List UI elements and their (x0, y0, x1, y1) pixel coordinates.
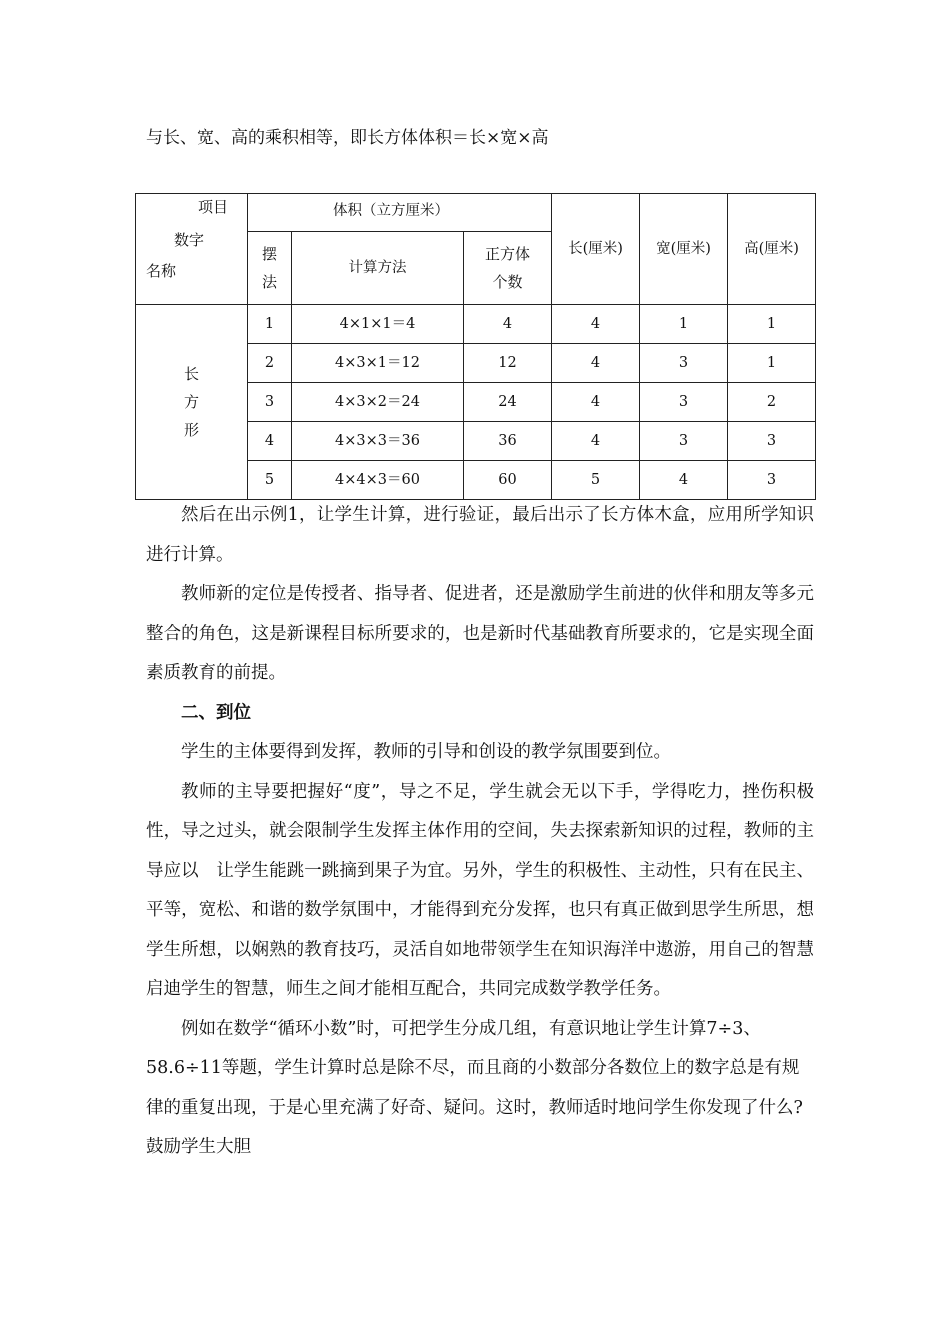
method-cell: 4×3×3＝36 (292, 422, 464, 461)
corner-label-name: 名称 (146, 262, 177, 280)
count-cell: 36 (464, 422, 552, 461)
height-header: 高(厘米) (728, 194, 816, 305)
count-cell: 4 (464, 305, 552, 344)
count-cell: 12 (464, 344, 552, 383)
section-heading: 二、到位 (181, 702, 251, 723)
paragraph-teacher-guidance: 教师的主导要把握好“度”，导之不足，学生就会无以下手，学得吃力，挫伤积极性，导之过头，就会限制学生发挥主体作用的空间，失去探索新知识的过程，教师的主导应以 让学生能跳一跳摘到果子为宜。另外，学生的积极性、主动性，只有在民主、平等，宽松、和谐的数学氛围中，才能得到充分发挥，也只有真正做到思学生所思，想学生所想，以娴熟的教育技巧，灵活自如地带领学生在知识海洋中遨游，用自己的智慧启迪学生的智慧，师生之间才能相互配合，共同完成数学教学任务。 (146, 781, 814, 999)
cube-count-header: 正方体 个数 (464, 232, 552, 305)
length-cell: 4 (552, 344, 640, 383)
arrangement-cell: 4 (248, 422, 292, 461)
length-cell: 4 (552, 422, 640, 461)
body-text (146, 496, 814, 1168)
height-cell: 3 (728, 422, 816, 461)
height-cell: 2 (728, 383, 816, 422)
paragraph-student-subject: 学生的主体要得到发挥，教师的引导和创设的教学氛围要到位。 (181, 742, 671, 762)
arrangement-cell: 5 (248, 461, 292, 500)
method-cell: 4×3×2＝24 (292, 383, 464, 422)
length-header: 长(厘米) (552, 194, 640, 305)
paragraph-teacher-role: 教师新的定位是传授者、指导者、促进者，还是激励学生前进的伙伴和朋友等多元整合的角色，这是新课程目标所要求的，也是新时代基础教育所要求的，它是实现全面素质教育的前提。 (146, 584, 814, 683)
method-header: 计算方法 (292, 232, 464, 305)
height-cell: 1 (728, 344, 816, 383)
arrangement-header: 摆 法 (248, 232, 292, 305)
method-cell: 4×4×3＝60 (292, 461, 464, 500)
header-corner-cell (136, 194, 248, 305)
arrangement-cell: 2 (248, 344, 292, 383)
width-cell: 1 (640, 305, 728, 344)
height-cell: 3 (728, 461, 816, 500)
width-cell: 4 (640, 461, 728, 500)
volume-header: 体积（立方厘米） (248, 194, 552, 232)
arrangement-cell: 1 (248, 305, 292, 344)
length-cell: 5 (552, 461, 640, 500)
paragraph-recurring-decimal-example: 例如在数学“循环小数”时，可把学生分成几组，有意识地让学生计算7÷3、58.6÷11等题，学生计算时总是除不尽，而且商的小数部分各数位上的数字总是有规律的重复出现，于是心里充满了好奇、疑问。这时，教师适时地问学生你发现了什么?鼓励学生大胆 (146, 1018, 803, 1157)
width-cell: 3 (640, 344, 728, 383)
length-cell: 4 (552, 383, 640, 422)
count-cell: 24 (464, 383, 552, 422)
width-header: 宽(厘米) (640, 194, 728, 305)
corner-label-item: 项目 (198, 198, 229, 216)
corner-label-digit: 数字 (174, 231, 205, 249)
cuboid-volume-table (135, 193, 816, 500)
method-cell: 4×1×1＝4 (292, 305, 464, 344)
intro-line: 与长、宽、高的乘积相等，即长方体体积＝长×宽×高 (146, 128, 549, 148)
paragraph-example-verification: 然后在出示例1，让学生计算，进行验证，最后出示了长方体木盒，应用所学知识进行计算。 (146, 505, 814, 565)
method-cell: 4×3×1＝12 (292, 344, 464, 383)
height-cell: 1 (728, 305, 816, 344)
arrangement-cell: 3 (248, 383, 292, 422)
count-cell: 60 (464, 461, 552, 500)
length-cell: 4 (552, 305, 640, 344)
table-row (136, 305, 816, 344)
width-cell: 3 (640, 383, 728, 422)
row-group-label: 长 方 形 (136, 305, 248, 500)
width-cell: 3 (640, 422, 728, 461)
